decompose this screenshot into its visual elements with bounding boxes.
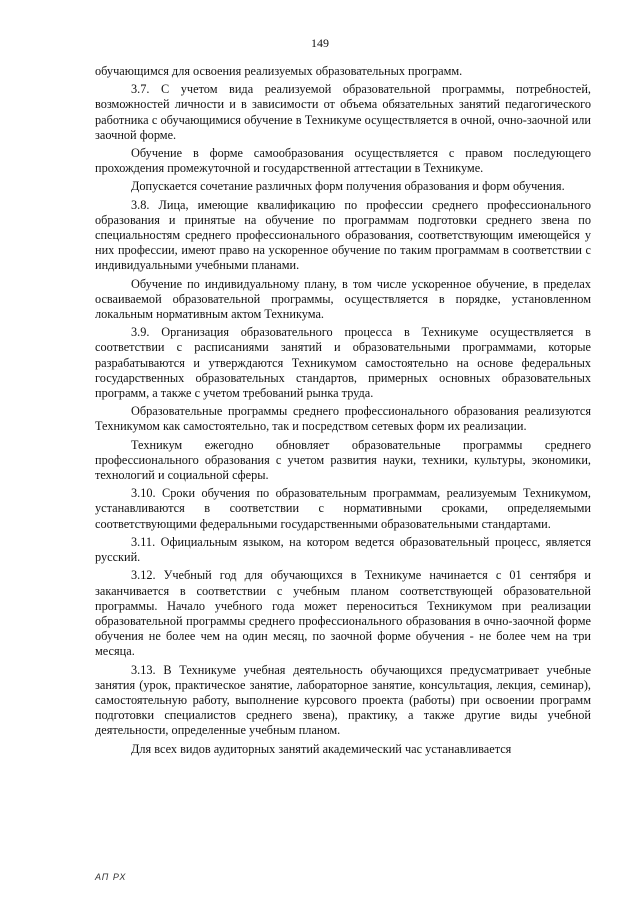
paragraph-network-forms: Образовательные программы среднего профессионального образования реализуются Техникумом как самостоятельно, так и посредством сетевых форм их реализации. (95, 404, 591, 434)
document-body (95, 64, 591, 760)
paragraph-3-9: 3.9. Организация образовательного процесса в Техникуме осуществляется в соответствии с расписаниями занятий и образовательными программами, которые разрабатываются и утверждаются Техникумом самостоятельно на основе федеральных государственных образовательных стандартов, примерных основных образовательных программ, а также с учетом требований рынка труда. (95, 325, 591, 401)
page-number: 149 (311, 36, 329, 50)
paragraph-3-10: 3.10. Сроки обучения по образовательным программам, реализуемым Техникумом, устанавливаются в соответствии с нормативными сроками, определяемыми соответствующими федеральными государственными образовательными стандартами. (95, 486, 591, 531)
paragraph-continuation: обучающимся для освоения реализуемых образовательных программ. (95, 64, 463, 78)
paragraph-3-8: 3.8. Лица, имеющие квалификацию по профессии среднего профессионального образования и принятые на обучение по программам подготовки среднего звена по специальностям среднего профессионального образования, соответствующим имеющейся у них профессии, имеют право на ускоренное обучение по таким программам в соответствии с индивидуальными учебными планами. (95, 197, 591, 273)
paragraph-3-11: 3.11. Официальным языком, на котором ведется образовательный процесс, является русский. (95, 534, 591, 565)
footer-mark: АП РХ (95, 872, 127, 882)
paragraph-3-7: 3.7. С учетом вида реализуемой образовательной программы, потребностей, возможностей личности и в зависимости от объема обязательных занятий педагогического работника с обучающимися обучение в Техникуме осуществляется в очной, очно-заочной или заочной форме. (95, 82, 591, 142)
paragraph-3-13: 3.13. В Техникуме учебная деятельность обучающихся предусматривает учебные занятия (урок, практическое занятие, лабораторное занятие, консультация, лекция, семинар), самостоятельную работу, выполнение курсового проекта (работы) при освоении программ подготовки специалистов среднего звена), практику, а также другие виды учебной деятельности, определенные учебным планом. (95, 662, 591, 738)
paragraph-annual-update: Техникум ежегодно обновляет образовательные программы среднего профессионального образования с учетом развития науки, техники, культуры, экономики, технологий и социальной сферы. (95, 437, 591, 483)
paragraph-3-12: 3.12. Учебный год для обучающихся в Техникуме начинается с 01 сентября и заканчивается в соответствии с учебным планом соответствующей образовательной программы. Начало учебного года может переноситься Техникумом при реализации образовательной программы среднего профессионального образования в очно-заочной форме обучения не более чем на один месяц, по заочной форме обучения - не более чем на три месяца. (95, 568, 591, 659)
paragraph-academic-hour: Для всех видов аудиторных занятий академический час устанавливается (131, 741, 512, 756)
paragraph-self-education: Обучение в форме самообразования осуществляется с правом последующего прохождения промежуточной и государственной аттестации в Техникуме. (95, 146, 591, 176)
paragraph-combination: Допускается сочетание различных форм получения образования и форм обучения. (131, 179, 565, 194)
paragraph-individual-plan: Обучение по индивидуальному плану, в том числе ускоренное обучение, в пределах осваиваемой образовательной программы, осуществляется в порядке, установленном локальным нормативным актом Техникума. (95, 276, 591, 322)
